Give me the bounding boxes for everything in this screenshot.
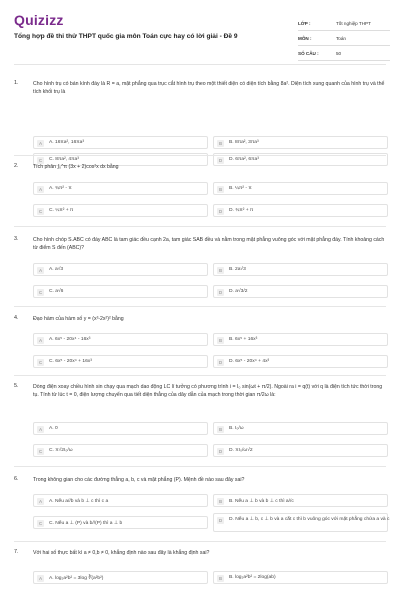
option-b[interactable] (213, 494, 388, 507)
option-letter: A (37, 267, 44, 274)
question-divider (14, 375, 386, 376)
option-a[interactable] (33, 333, 208, 346)
question-text: Dòng điện xoay chiều hình sin chạy qua mạch dao động LC lí tưởng có phương trình i = I₀ sin(ωt + π/2). Ngoài ra i = q(t) với q là điện tích tức thời trong tụ. Tính từ lúc t = 0, điện lượng chuyển qua tiết diện thẳng của dây dẫn của mạch trong thời gian π/2ω là: (33, 384, 383, 398)
option-letter: B (217, 186, 224, 193)
option-letter: C (38, 209, 43, 214)
option-text: A. 6x⁵ - 20x⁴ - 16x³ (49, 337, 91, 343)
option-d[interactable] (213, 513, 388, 532)
option-text: B. 8πa², 3πa³ (229, 140, 259, 146)
option-text: C. Nếu a ⊥ (P) và b//(P) thì a ⊥ b (49, 521, 123, 527)
question-text: Cho hình trụ có bán kính đáy là R = a, mặt phẳng qua trục cắt hình trụ theo một thiết diện có diện tích bằng 8a². Diện tích xung quanh của hình trụ và thể tích khối trụ là (33, 81, 385, 95)
question-2 (14, 163, 388, 233)
option-d[interactable] (213, 355, 388, 368)
meta-key: MÔN : (298, 35, 312, 41)
question-text: Trong không gian cho các đường thẳng a, b, c và mặt phẳng (P). Mệnh đề nào sau đây sai? (33, 477, 245, 483)
option-d[interactable] (213, 204, 388, 217)
option-text: A. a√3 (49, 267, 64, 273)
option-text: C. ¼π² + π (49, 208, 74, 214)
option-c[interactable] (33, 516, 208, 529)
meta-row-subject (298, 31, 390, 46)
option-c[interactable] (33, 204, 208, 217)
option-b[interactable] (213, 136, 388, 149)
option-letter: D (218, 449, 223, 454)
option-letter: A (37, 575, 44, 582)
option-a[interactable] (33, 422, 208, 435)
option-letter: C (38, 158, 43, 163)
option-c[interactable] (33, 285, 208, 298)
option-text: A. 16πa², 16πa³ (49, 140, 85, 146)
question-7 (14, 549, 388, 600)
option-text: A. 0 (49, 426, 58, 432)
option-letter: C (38, 449, 43, 454)
option-letter: D (218, 158, 223, 163)
option-text: D. Nếu a ⊥ b, c ⊥ b và a cắt c thì b vuông góc với mặt phẳng chứa a và c (229, 516, 390, 522)
question-5 (14, 383, 388, 463)
option-letter: B (217, 426, 224, 433)
meta-value: Toán (336, 35, 346, 41)
option-letter: C (38, 290, 43, 295)
option-letter: A (37, 186, 44, 193)
option-text: B. 6x⁵ + 16x³ (229, 337, 258, 343)
option-letter: A (37, 337, 44, 344)
option-letter: A (37, 140, 44, 147)
option-b[interactable] (213, 333, 388, 346)
option-b[interactable] (213, 422, 388, 435)
option-text: C. 6x⁵ - 20x⁴ + 16x³ (49, 359, 92, 365)
question-1 (14, 80, 388, 150)
option-d[interactable] (213, 444, 388, 457)
question-number: 2. (14, 163, 19, 169)
option-text: B. 2a√3 (229, 267, 246, 273)
option-c[interactable] (33, 355, 208, 368)
meta-row-class (298, 16, 390, 31)
document-title: Tổng hợp đề thi thử THPT quốc gia môn Toán cực hay có lời giải - Đề 9 (14, 33, 238, 40)
question-divider (14, 466, 386, 467)
question-text: Cho hình chóp S.ABC có đáy ABC là tam giác đều cạnh 2a, tam giác SAB đều và nằm trong mặt phẳng vuông góc với mặt phẳng đáy. Tính khoảng cách từ điểm S đến (ABC)? (33, 237, 385, 251)
question-number: 5. (14, 383, 19, 389)
meta-row-count (298, 46, 390, 61)
option-d[interactable] (213, 285, 388, 298)
option-a[interactable] (33, 136, 208, 149)
option-letter: D (218, 209, 223, 214)
option-text: D. ¾π² + π (229, 208, 254, 214)
option-text: B. Nếu a ⊥ b và b ⊥ c thì a//c (229, 499, 294, 505)
option-text: D. a√3/2 (229, 289, 248, 295)
question-number: 6. (14, 476, 19, 482)
option-a[interactable] (33, 263, 208, 276)
option-letter: B (217, 498, 224, 505)
option-letter: B (217, 267, 224, 274)
option-text: A. Nếu a//b và b ⊥ c thì c a (49, 499, 109, 505)
option-a[interactable] (33, 182, 208, 195)
header-divider (14, 64, 386, 65)
option-a[interactable] (33, 494, 208, 507)
option-text: D. 6x⁵ - 20x⁴ + 4x³ (229, 359, 270, 365)
question-divider (14, 541, 386, 542)
document-header (0, 0, 400, 62)
option-letter: D (218, 518, 223, 523)
option-text: C. a√6 (49, 289, 64, 295)
option-letter: C (38, 360, 43, 365)
question-text: Với hai số thực bất kì a ≠ 0,b ≠ 0, khẳng định nào sau đây là khẳng định sai? (33, 550, 210, 556)
option-b[interactable] (213, 571, 388, 584)
meta-key: SỐ CÂU : (298, 50, 319, 56)
option-b[interactable] (213, 182, 388, 195)
option-letter: D (218, 290, 223, 295)
question-divider (14, 155, 386, 156)
option-text: D. πI₀/ω√2 (229, 448, 253, 454)
question-3 (14, 236, 388, 306)
option-a[interactable] (33, 571, 208, 584)
question-divider (14, 226, 386, 227)
question-text: Đạo hàm của hàm số y = (x³-2x²)² bằng (33, 316, 124, 322)
meta-value: Tốt nghiệp THPT (336, 20, 371, 26)
meta-table (298, 16, 390, 61)
question-4 (14, 315, 388, 375)
option-letter: C (38, 521, 43, 526)
question-number: 4. (14, 315, 19, 321)
option-letter: B (217, 337, 224, 344)
option-letter: D (218, 360, 223, 365)
question-6 (14, 476, 388, 546)
option-text: D. 6πa², 6πa³ (229, 157, 259, 163)
meta-value: 50 (336, 50, 342, 56)
option-text: A. ¾π² - π (49, 186, 72, 192)
question-number: 3. (14, 236, 19, 242)
option-letter: B (217, 140, 224, 147)
option-text: A. log₂a²b² = 3log ∛(a²b²) (49, 576, 104, 582)
option-text: B. log₂a²b² = 2log(ab) (229, 575, 276, 581)
option-text: B. ¼π² - π (229, 186, 252, 192)
option-c[interactable] (33, 444, 208, 457)
option-text: C. π√2I₀/ω (49, 448, 73, 454)
quizizz-logo: Quizizz (14, 12, 64, 28)
question-number: 1. (14, 80, 19, 86)
option-text: C. 8πa², 4πa³ (49, 157, 79, 163)
option-b[interactable] (213, 263, 388, 276)
question-number: 7. (14, 549, 19, 555)
option-letter: A (37, 426, 44, 433)
meta-key: LỚP : (298, 20, 311, 26)
question-divider (14, 306, 386, 307)
option-text: B. I₀/ω (229, 426, 244, 432)
option-letter: A (37, 498, 44, 505)
option-letter: B (217, 575, 224, 582)
question-text: Tích phân ∫₀^π (3x + 2)cos²x dx bằng (33, 164, 119, 170)
